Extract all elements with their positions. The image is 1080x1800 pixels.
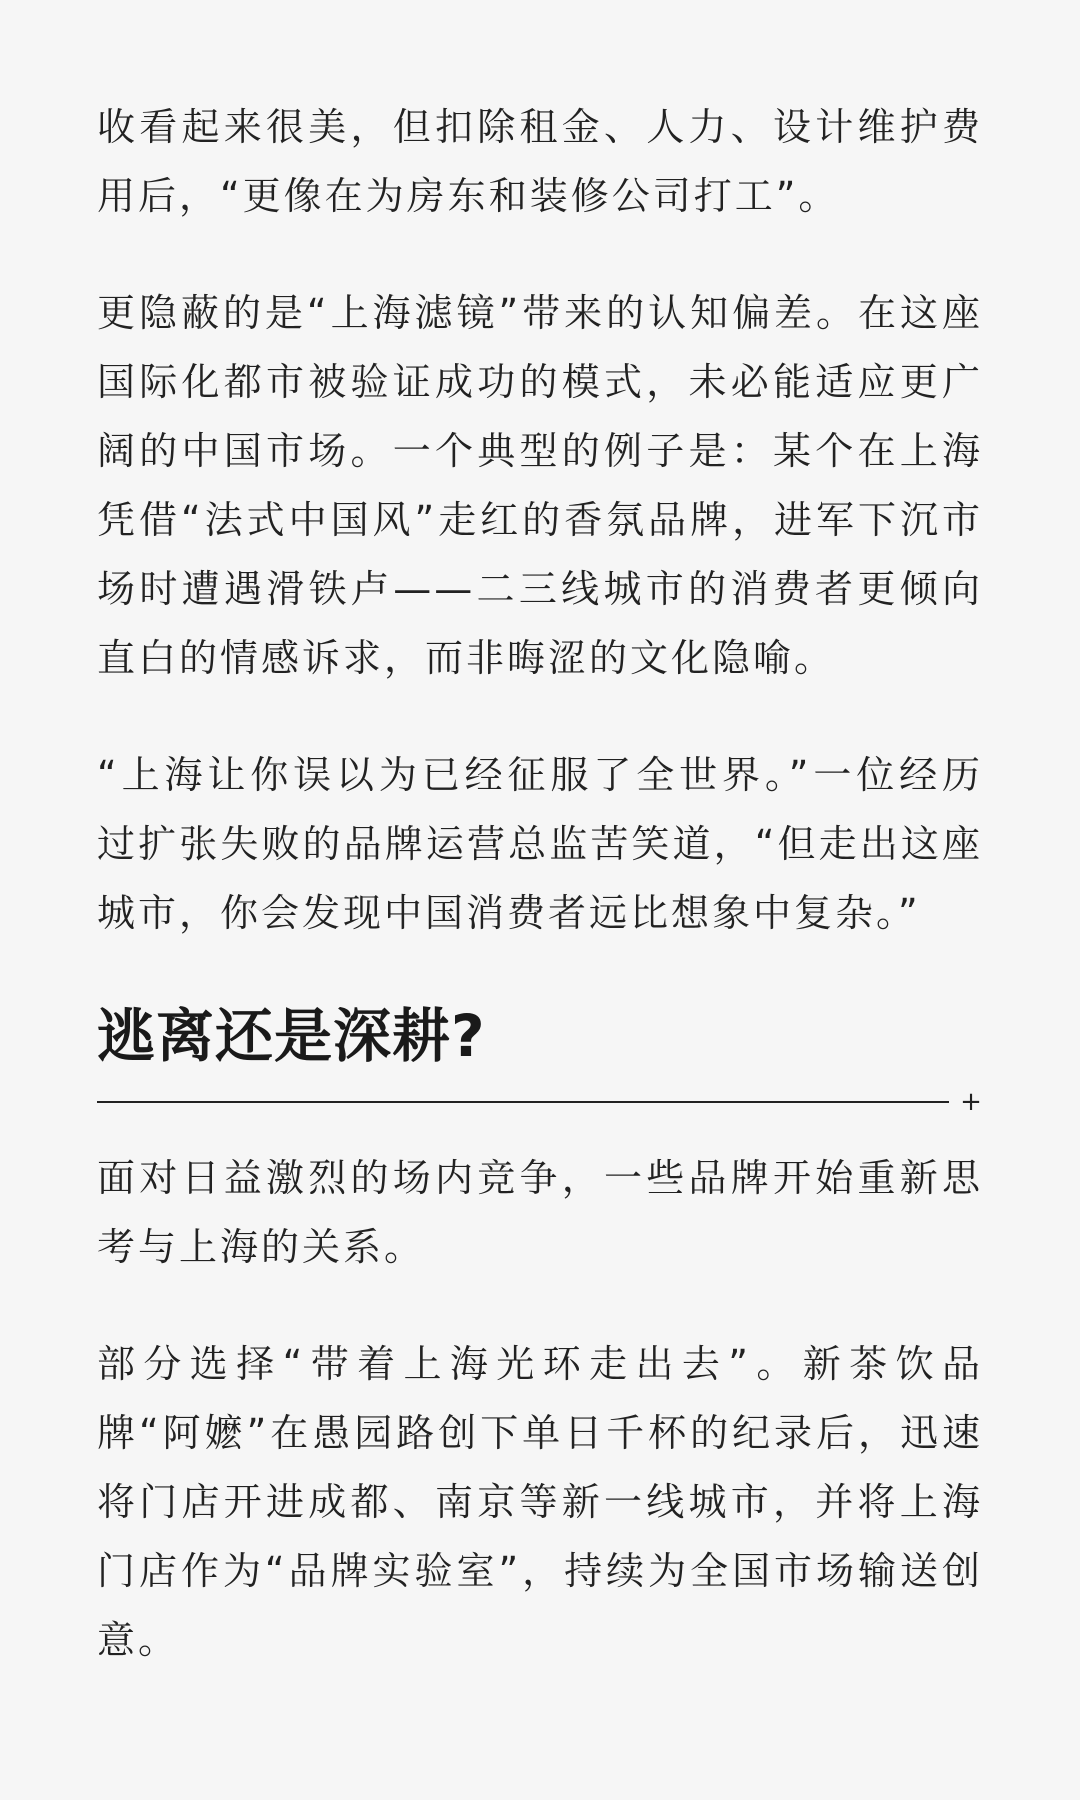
article-paragraph: 面对日益激烈的场内竞争，一些品牌开始重新思考与上海的关系。 (97, 1156, 983, 1269)
article-paragraph: 部分选择“带着上海光环走出去”。新茶饮品牌“阿嬷”在愚园路创下单日千杯的纪录后，迅速将门店开进成都、南京等新一线城市，并将上海门店作为“品牌实验室”，持续为全国市场输送创意。 (97, 1342, 983, 1662)
divider-line (97, 1101, 949, 1103)
section-heading (97, 996, 983, 1117)
article-paragraph: 收看起来很美，但扣除租金、人力、设计维护费用后，“更像在为房东和装修公司打工”。 (97, 105, 983, 218)
plus-icon: + (960, 1087, 982, 1117)
article-paragraph: 更隐蔽的是“上海滤镜”带来的认知偏差。在这座国际化都市被验证成功的模式，未必能适应更广阔的中国市场。一个典型的例子是：某个在上海凭借“法式中国风”走红的香氛品牌，进军下沉市场时遭遇滑铁卢——二三线城市的消费者更倾向直白的情感诉求，而非晦涩的文化隐喻。 (97, 291, 983, 680)
section-title: 逃离还是深耕? (97, 1002, 486, 1070)
article-body (97, 93, 983, 1723)
article-paragraph: “上海让你误以为已经征服了全世界。”一位经历过扩张失败的品牌运营总监苦笑道，“但走出这座城市，你会发现中国消费者远比想象中复杂。” (97, 753, 983, 935)
section-divider (97, 1087, 983, 1117)
